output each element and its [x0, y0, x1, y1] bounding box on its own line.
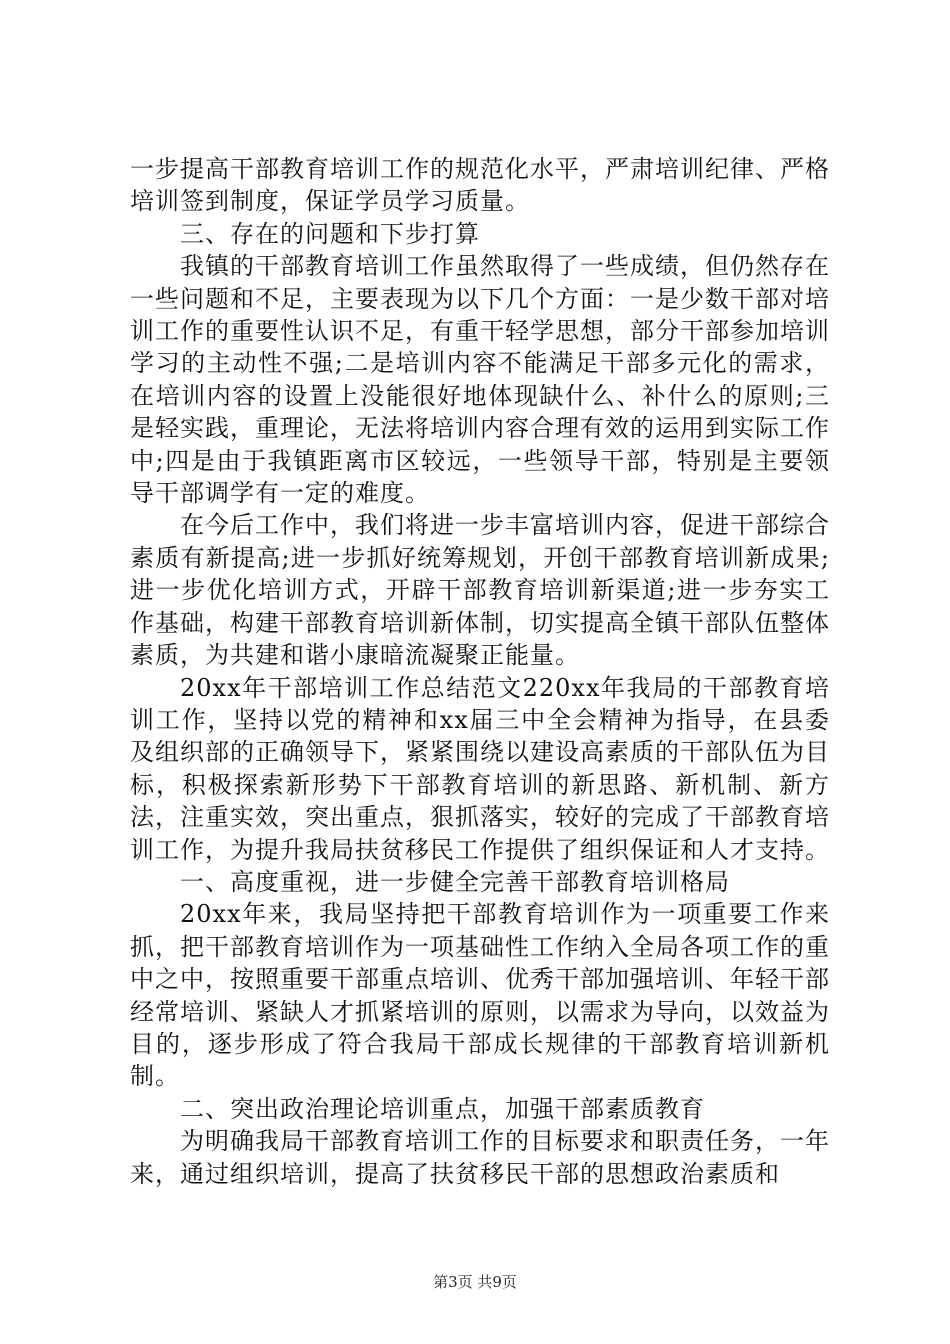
section-heading: 三、存在的问题和下步打算	[180, 219, 480, 248]
paragraph: 在今后工作中，我们将进一步丰富培训内容，促进干部综合素质有新提高;进一步抓好统筹规划，开创干部教育培训新成果;进一步优化培训方式，开辟干部教育培训新渠道;进一步夯实工作基础，构建干部教育培训新体制，切实提高全镇干部队伍整体素质，为共建和谐小康暗流凝聚正能量。	[130, 511, 830, 670]
paragraph: 我镇的干部教育培训工作虽然取得了一些成绩，但仍然存在一些问题和不足，主要表现为以下几个方面：一是少数干部对培训工作的重要性认识不足，有重干轻学思想，部分干部参加培训学习的主动性不强;二是培训内容不能满足干部多元化的需求，在培训内容的设置上没能很好地体现缺什么、补什么的原则;三是轻实践，重理论，无法将培训内容合理有效的运用到实际工作中;四是由于我镇距离市区较远，一些领导干部，特别是主要领导干部调学有一定的难度。	[130, 252, 830, 508]
paragraph: 20xx年来，我局坚持把干部教育培训作为一项重要工作来抓，把干部教育培训作为一项基础性工作纳入全局各项工作的重中之中，按照重要干部重点培训、优秀干部加强培训、年轻干部经常培训、紧缺人才抓紧培训的原则，以需求为导向，以效益为目的，逐步形成了符合我局干部成长规律的干部教育培训新机制。	[130, 900, 830, 1091]
document-body	[130, 153, 830, 1190]
section-heading: 一、高度重视，进一步健全完善干部教育培训格局	[180, 867, 730, 896]
paragraph: 20xx年干部培训工作总结范文220xx年我局的干部教育培训工作，坚持以党的精神和xx届三中全会精神为指导，在县委及组织部的正确领导下，紧紧围绕以建设高素质的干部队伍为目标，积极探索新形势下干部教育培训的新思路、新机制、新方法，注重实效，突出重点，狠抓落实，较好的完成了干部教育培训工作，为提升我局扶贫移民工作提供了组织保证和人才支持。	[130, 673, 830, 864]
paragraph: 为明确我局干部教育培训工作的目标要求和职责任务，一年来，通过组织培训，提高了扶贫移民干部的思想政治素质和	[130, 1127, 830, 1188]
section-heading: 二、突出政治理论培训重点，加强干部素质教育	[180, 1094, 705, 1123]
page-number-footer: 第3页 共9页	[433, 1273, 517, 1291]
paragraph: 一步提高干部教育培训工作的规范化水平，严肃培训纪律、严格培训签到制度，保证学员学习质量。	[130, 155, 830, 216]
